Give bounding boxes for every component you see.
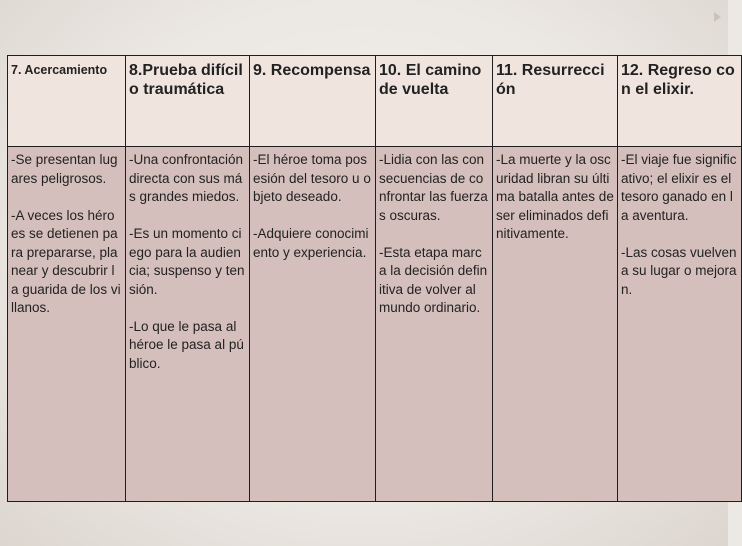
cell-stage-10: -Lidia con las consecuencias de confrontar las fuerzas oscuras. -Esta etapa marca la decisión definitiva de volver al mundo ordinario.: [376, 147, 493, 502]
hero-journey-table: [7, 55, 742, 502]
cell-stage-7: -Se presentan lugares peligrosos. -A veces los héroes se detienen para prepararse, planear y descubrir la guarida de los villanos.: [8, 147, 126, 502]
table-header-row: [8, 56, 742, 147]
cell-stage-9: -El héroe toma posesión del tesoro u objeto deseado. -Adquiere conocimiento y experiencia.: [250, 147, 376, 502]
cell-stage-8: -Una confrontación directa con sus más grandes miedos. -Es un momento ciego para la audiencia; suspenso y tensión. -Lo que le pasa al héroe le pasa al público.: [126, 147, 250, 502]
header-stage-8: 8.Prueba difícil o traumática: [126, 56, 250, 147]
header-stage-9: 9. Recompensa: [250, 56, 376, 147]
cell-stage-11: -La muerte y la oscuridad libran su última batalla antes de ser eliminados definitivamente.: [493, 147, 618, 502]
header-stage-11: 11. Resurrección: [493, 56, 618, 147]
header-stage-12: 12. Regreso con el elixir.: [618, 56, 742, 147]
table-row: [8, 147, 742, 502]
header-stage-7: 7. Acercamiento: [8, 56, 126, 147]
play-triangle-icon[interactable]: [714, 12, 721, 22]
cell-stage-12: -El viaje fue significativo; el elixir es el tesoro ganado en la aventura. -Las cosas vuelven a su lugar o mejoran.: [618, 147, 742, 502]
header-stage-10: 10. El camino de vuelta: [376, 56, 493, 147]
